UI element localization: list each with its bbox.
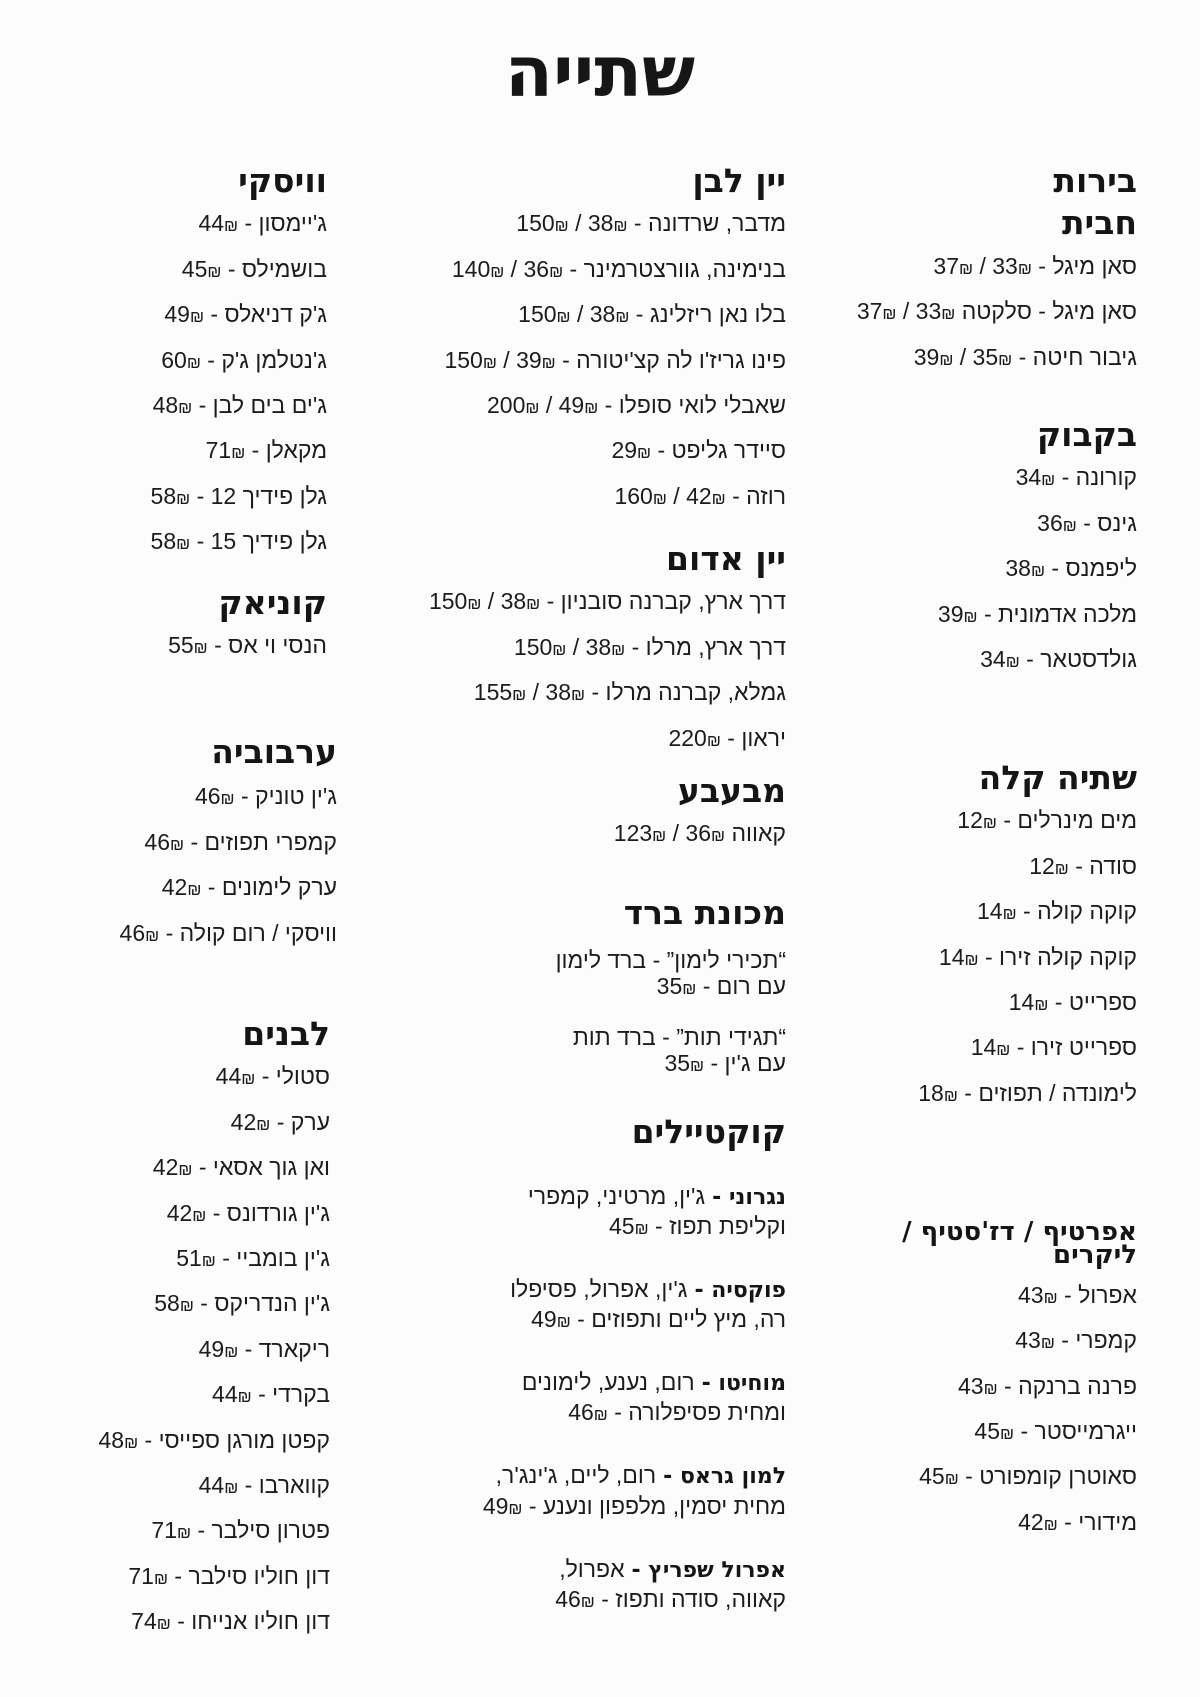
section-slush-machine: [556, 892, 786, 1079]
menu-item: קורונה - 34₪: [1015, 464, 1137, 491]
section-heading: מבעבע: [677, 771, 786, 810]
section-heading: קוקטיילים: [631, 1112, 786, 1151]
menu-item: גינס - 36₪: [1037, 509, 1137, 536]
menu-item: ג'ין בומביי - 51₪: [176, 1245, 330, 1272]
section-heading: [857, 160, 1137, 245]
menu-item: רוזה - 42₪ / 160₪: [614, 482, 786, 509]
cocktail-ingredients: אפרול,: [559, 1555, 625, 1582]
section-heading: לבנים: [242, 1014, 330, 1053]
section-heading: מכונת ברד: [623, 893, 786, 932]
menu-item: גלן פידיך 15 - 58₪: [150, 528, 327, 555]
menu-item: קמפרי תפוזים - 46₪: [144, 828, 337, 855]
menu-item: מידורי - 42₪: [1018, 1508, 1137, 1535]
menu-item: ספרייט זירו - 14₪: [970, 1034, 1137, 1061]
section-heading: ערבוביה: [211, 732, 337, 771]
menu-item: בושמילס - 45₪: [181, 255, 327, 282]
cocktail-line: קאווה, סודה ותפוז - 46₪: [555, 1585, 786, 1612]
section-white-wine: [444, 160, 786, 520]
menu-item: הנסי וי אס - 55₪: [168, 632, 327, 659]
menu-item: ריקארד - 49₪: [198, 1335, 330, 1362]
cocktail-name: מוחיטו -: [701, 1371, 786, 1397]
cocktail-ingredients: ג'ין, מרטיני, קמפרי: [527, 1182, 706, 1209]
menu-item: בנימינה, גוורצטרמינר - 36₪ / 140₪: [451, 255, 786, 282]
cocktail-item: [483, 1274, 786, 1338]
cocktail-item: [483, 1367, 786, 1431]
menu-item: גמלא, קברנה מרלו - 38₪ / 155₪: [473, 679, 786, 706]
menu-item: מלכה אדמונית - 39₪: [937, 600, 1137, 627]
menu-item: ג'ין הנדריקס - 58₪: [154, 1290, 330, 1317]
section-cognac: [168, 582, 327, 670]
menu-item: פטרון סילבר - 71₪: [151, 1517, 330, 1544]
section-heading-line: ליקרים: [1053, 1240, 1137, 1270]
menu-item: סאן מיגל - סלקטה 33₪ / 37₪: [856, 298, 1137, 325]
menu-item-line: עם רום - 35₪: [656, 973, 786, 1000]
menu-item: גולדסטאר - 34₪: [980, 646, 1137, 673]
section-bottled-beer: [938, 414, 1137, 683]
menu-item: ואן גוך אסאי - 42₪: [152, 1154, 330, 1181]
section-whisky: [151, 160, 327, 566]
cocktail-item: [483, 1460, 786, 1524]
menu-item: ג'יימסון - 44₪: [198, 210, 327, 237]
section-heading: יין לבן: [692, 161, 786, 200]
section-mixed-drinks: [120, 731, 337, 957]
menu-item: ספרייט - 14₪: [1008, 989, 1137, 1016]
menu-item: [556, 947, 786, 1002]
section-aperitifs: [902, 1217, 1137, 1546]
menu-item: יראון - 220₪: [668, 724, 786, 751]
section-white-spirits: [98, 1013, 330, 1646]
cocktail-ingredients: ג'ין, אפרול, פסיפלו: [510, 1275, 688, 1302]
section-sparkling: [614, 770, 786, 858]
cocktail-line: [483, 1460, 786, 1490]
menu-item: בקרדי - 44₪: [212, 1381, 330, 1408]
cocktail-ingredients: רום, ליים, ג'ינג'ר,: [495, 1462, 657, 1489]
menu-item: ייגרמייסטר - 45₪: [974, 1418, 1137, 1445]
menu-item: סאוטרן קומפורט - 45₪: [919, 1463, 1137, 1490]
section-heading-line: אפרטיף / דז'סטיף /: [902, 1217, 1137, 1247]
cocktail-line: וקליפת תפוז - 45₪: [609, 1213, 786, 1240]
menu-item: וויסקי / רום קולה - 46₪: [119, 919, 337, 946]
menu-item: קמפרי - 43₪: [1015, 1327, 1137, 1354]
cocktail-line: [483, 1367, 786, 1397]
section-heading: וויסקי: [238, 161, 327, 200]
menu-item: ג'ין גורדונס - 42₪: [166, 1199, 330, 1226]
cocktail-name: למון גראס -: [663, 1464, 786, 1490]
menu-item: ערק - 42₪: [230, 1108, 330, 1135]
section-draft-beer: [857, 160, 1137, 381]
menu-item: ליפמנס - 38₪: [1005, 555, 1137, 582]
menu-item: דרך ארץ, קברנה סובניון - 38₪ / 150₪: [428, 588, 786, 615]
menu-item: דון חוליו סילבר - 71₪: [128, 1562, 330, 1589]
menu-item-list: [483, 1181, 786, 1617]
menu-item-line: “תכירי לימון” - ברד לימון: [555, 947, 786, 974]
menu-item-line: עם ג'ין - 35₪: [664, 1049, 786, 1076]
menu-item: סיידר גליפט - 29₪: [611, 437, 786, 464]
menu-item: קפטן מורגן ספייסי - 48₪: [98, 1426, 330, 1453]
cocktail-line: מחית יסמין, מלפפון ונענע - 49₪: [482, 1492, 786, 1519]
cocktail-name: אפרול שפריץ -: [631, 1557, 786, 1583]
cocktail-name: נגרוני -: [712, 1184, 786, 1210]
cocktail-item: [483, 1554, 786, 1618]
section-heading: קוניאק: [218, 583, 327, 622]
menu-item: [556, 1024, 786, 1079]
menu-item: דון חוליו אנייחו - 74₪: [131, 1608, 330, 1635]
menu-item: לימונדה / תפוזים - 18₪: [918, 1079, 1137, 1106]
menu-item: קוקה קולה - 14₪: [976, 898, 1137, 925]
menu-item: מים מינרלים - 12₪: [957, 807, 1137, 834]
section-heading: יין אדום: [666, 539, 786, 578]
menu-item: פרנה ברנקה - 43₪: [957, 1372, 1137, 1399]
section-heading: [902, 1217, 1137, 1270]
section-red-wine: [429, 538, 786, 762]
cocktail-item: [483, 1181, 786, 1245]
cocktail-line: רה, מיץ ליים ותפוזים - 49₪: [531, 1306, 786, 1333]
menu-item: ג'ין טוניק - 46₪: [194, 783, 337, 810]
menu-item: שאבלי לואי סופלו - 49₪ / 200₪: [487, 392, 786, 419]
menu-item: קאווה 36₪ / 123₪: [613, 820, 786, 847]
section-heading-line: בירות: [1053, 161, 1137, 200]
cocktail-line: [483, 1274, 786, 1304]
cocktail-line: ומחית פסיפלורה - 46₪: [568, 1399, 786, 1426]
menu-item: דרך ארץ, מרלו - 38₪ / 150₪: [513, 633, 786, 660]
menu-item: סטולי - 44₪: [215, 1063, 330, 1090]
menu-item-list: [556, 947, 786, 1079]
menu-item: גלן פידיך 12 - 58₪: [150, 482, 327, 509]
menu-item: קווארבו - 44₪: [198, 1472, 330, 1499]
section-soft-drinks: [918, 757, 1137, 1117]
menu-item-list: [120, 775, 337, 957]
menu-item: סאן מיגל - 33₪ / 37₪: [933, 252, 1137, 279]
section-heading: בקבוק: [1036, 415, 1137, 454]
section-heading: שתיה קלה: [978, 758, 1137, 797]
menu-item: אפרול - 43₪: [1017, 1281, 1137, 1308]
menu-item: ג'ים בים לבן - 48₪: [152, 392, 327, 419]
menu-item-list: [902, 1274, 1137, 1546]
menu-item: מקאלן - 71₪: [205, 437, 327, 464]
menu-item: מדבר, שרדונה - 38₪ / 150₪: [516, 210, 786, 237]
page-title: שתייה: [504, 31, 696, 113]
section-cocktails: [483, 1111, 786, 1617]
menu-item: קוקה קולה זירו - 14₪: [938, 943, 1137, 970]
cocktail-line: [483, 1554, 786, 1584]
menu-item: סודה - 12₪: [1029, 852, 1137, 879]
menu-item-line: “תגידי תות” - ברד תות: [572, 1023, 786, 1050]
menu-item: פינו גריז'ו לה קצ'יטורה - 39₪ / 150₪: [444, 346, 786, 373]
menu-item: ג'נטלמן ג'ק - 60₪: [161, 346, 327, 373]
cocktail-ingredients: רום, נענע, לימונים: [521, 1369, 695, 1396]
menu-item: בלו נאן ריזלינג - 38₪ / 150₪: [518, 301, 786, 328]
cocktail-name: פוקסיה -: [694, 1277, 786, 1303]
section-heading-line: חבית: [1061, 203, 1137, 243]
menu-item: ג'ק דניאלס - 49₪: [164, 301, 327, 328]
menu-item: ערק לימונים - 42₪: [161, 874, 337, 901]
cocktail-line: [483, 1181, 786, 1211]
menu-item: גיבור חיטה - 35₪ / 39₪: [913, 343, 1137, 370]
